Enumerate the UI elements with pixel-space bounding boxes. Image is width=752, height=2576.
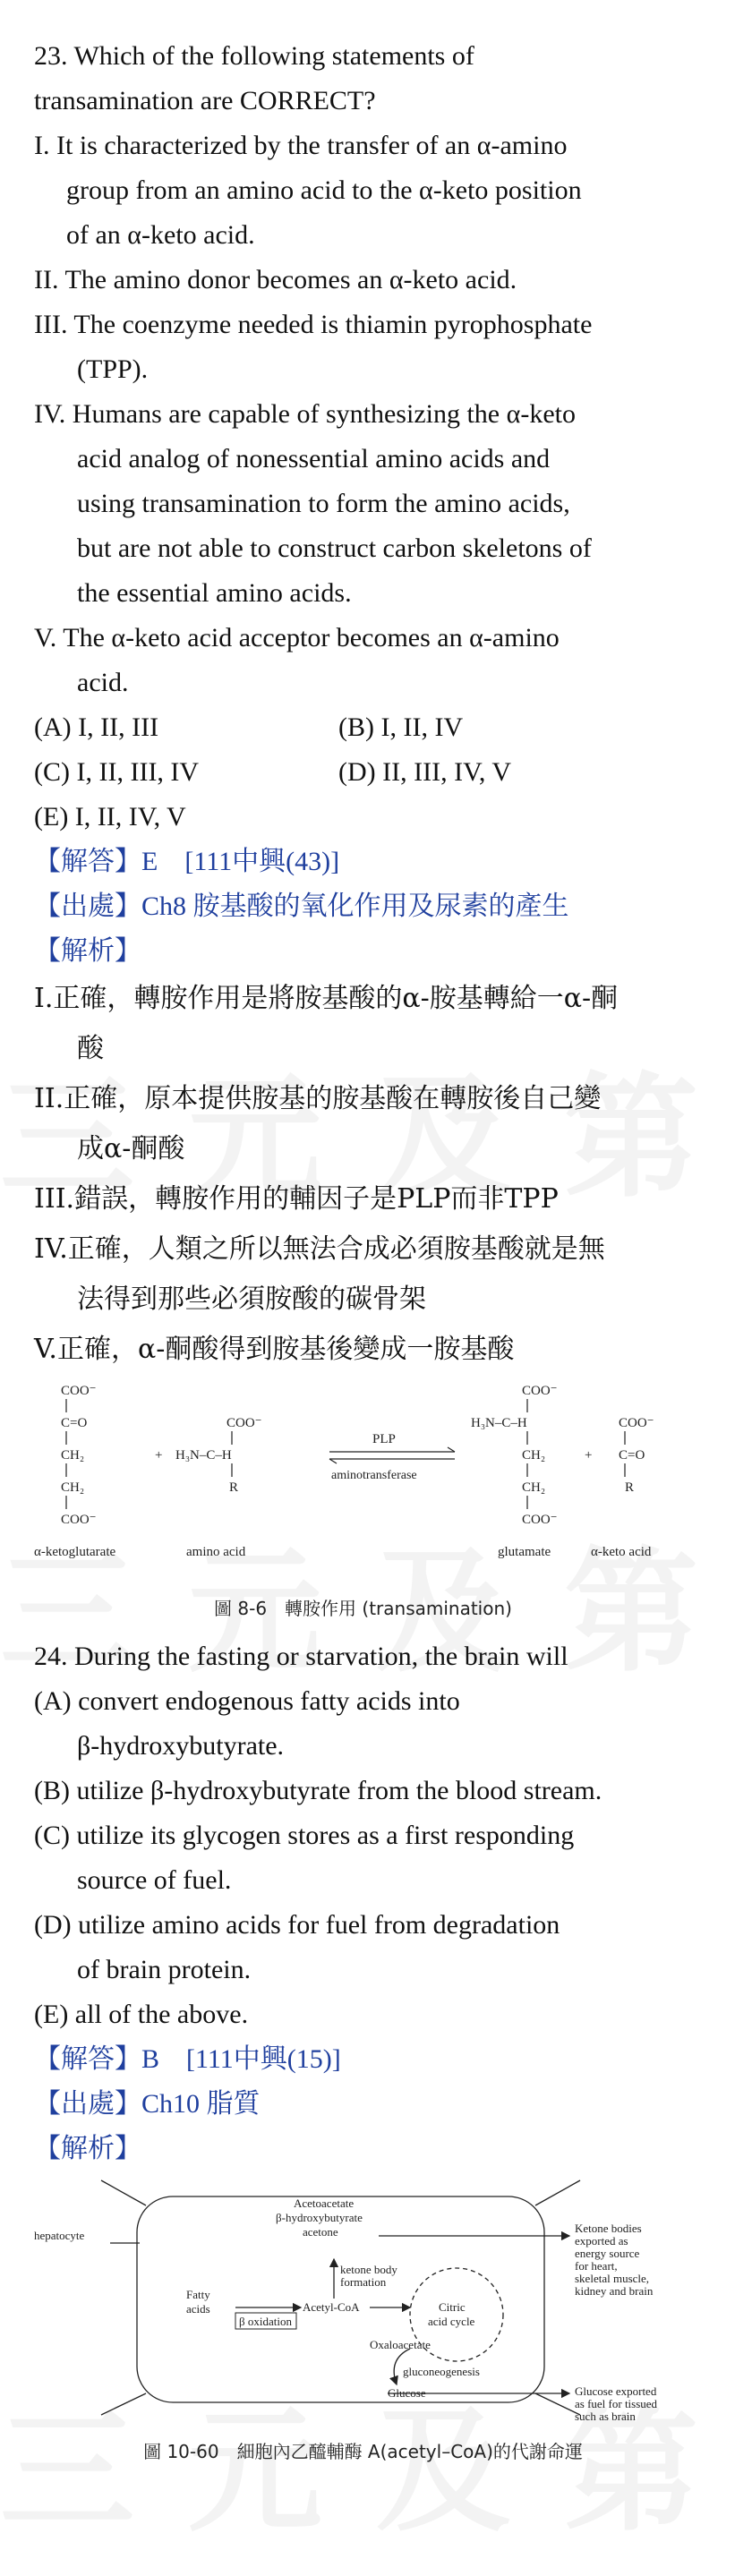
document — [34, 34, 692, 2462]
glu-ch2-1: CH₂ — [522, 1448, 546, 1463]
hepatocyte-label: hepatocyte — [34, 2229, 85, 2242]
statement-line: (TPP). — [77, 354, 149, 384]
option-a: (A) I, II, III — [34, 712, 159, 742]
glu-ch2-2: CH₂ — [522, 1480, 546, 1495]
option-d-cont: of brain protein. — [77, 1955, 252, 1984]
source-line: 【出處】Ch10 脂質 — [34, 2089, 261, 2119]
statement-2 — [34, 258, 692, 303]
explanation-line: 酸 — [77, 1033, 104, 1064]
question-23 — [34, 34, 692, 1619]
statement-4 — [34, 392, 692, 616]
figure-caption: 圖 10-60 細胞內乙醯輔酶 A(acetyl–CoA)的代謝命運 — [143, 2441, 583, 2462]
akg-label: α-ketoglutarate — [34, 1545, 116, 1559]
answer-line: 【解答】B [111中興(15)] — [34, 2044, 341, 2074]
aka-coo: COO⁻ — [619, 1416, 654, 1430]
analysis-label: 【解析】 — [34, 936, 141, 966]
transamination-diagram — [34, 1375, 692, 1572]
option-c: (C) I, II, III, IV — [34, 757, 200, 787]
explanation-line: I.正確，轉胺作用是將胺基酸的α-胺基轉給一α-酮 — [34, 983, 619, 1014]
figure-caption: 圖 8-6 轉胺作用 (transamination) — [214, 1598, 512, 1619]
option-a-cont: β-hydroxybutyrate. — [77, 1731, 285, 1761]
akg-coo-bottom: COO⁻ — [61, 1513, 97, 1527]
statement-3 — [34, 303, 692, 392]
aka-label: α-keto acid — [591, 1545, 652, 1559]
answer-line: 【解答】E [111中興(43)] — [34, 847, 340, 876]
option-a: (A) convert endogenous fatty acids into — [34, 1686, 460, 1716]
kb-out-line: exported as — [575, 2234, 628, 2248]
ketone-acetoacetate: Acetoacetate — [294, 2196, 355, 2210]
fatty-acids-label: acids — [186, 2302, 210, 2316]
beta-oxidation-label: β oxidation — [239, 2315, 292, 2328]
ketone-acetone: acetone — [303, 2225, 338, 2239]
statement-line: III. The coenzyme needed is thiamin pyrophosphate — [34, 310, 593, 339]
aa-label: amino acid — [186, 1545, 246, 1559]
kb-out-line: for heart, — [575, 2259, 618, 2273]
acetyl-coa-figure — [34, 2180, 692, 2462]
option-e: (E) I, II, IV, V — [34, 802, 186, 832]
statement-line: group from an amino acid to the α-keto position — [66, 175, 582, 205]
glu-coo-top: COO⁻ — [522, 1384, 558, 1398]
analysis-label: 【解析】 — [34, 2134, 141, 2163]
kb-out-line: Ketone bodies — [575, 2222, 642, 2235]
option-e: (E) all of the above. — [34, 2000, 249, 2029]
statement-line: IV. Humans are capable of synthesizing the α-keto — [34, 399, 576, 429]
aa-coo: COO⁻ — [226, 1416, 262, 1430]
statement-line: the essential amino acids. — [77, 578, 352, 608]
question-24 — [34, 1634, 692, 2462]
plp-label: PLP — [372, 1432, 396, 1446]
glu-label: glutamate — [498, 1545, 551, 1559]
acetyl-coa-label: Acetyl-CoA — [303, 2300, 360, 2314]
explanation-line: III.錯誤，轉胺作用的輔因子是PLP而非TPP — [34, 1183, 559, 1215]
option-b: (B) I, II, IV — [338, 712, 464, 742]
fatty-acids-label: Fatty — [186, 2288, 210, 2301]
question-stem-line: 23. Which of the following statements of — [34, 41, 474, 71]
akg-co: C=O — [61, 1416, 88, 1430]
option-c: (C) utilize its glycogen stores as a first responding — [34, 1821, 575, 1850]
option-d: (D) II, III, IV, V — [338, 757, 512, 787]
statement-line: acid. — [77, 668, 129, 697]
cac-label: acid cycle — [428, 2315, 475, 2328]
source-line: 【出處】Ch8 胺基酸的氧化作用及尿素的產生 — [34, 891, 569, 921]
kb-out-line: energy source — [575, 2247, 640, 2260]
statement-line: but are not able to construct carbon skeletons of — [77, 533, 592, 563]
cac-label: Citric — [439, 2300, 466, 2314]
aa-r: R — [229, 1480, 239, 1495]
akg-ch2-2: CH₂ — [61, 1480, 85, 1495]
statement-line: V. The α-keto acid acceptor becomes an α-amino — [34, 623, 560, 653]
akg-coo-top: COO⁻ — [61, 1384, 97, 1398]
glc-out-line: such as brain — [575, 2410, 636, 2423]
option-b: (B) utilize β-hydroxybutyrate from the blood stream. — [34, 1776, 602, 1805]
aka-co: C=O — [619, 1448, 645, 1463]
kbf-label: ketone body — [340, 2263, 397, 2276]
statement-line: acid analog of nonessential amino acids and — [77, 444, 551, 473]
statement-1 — [34, 124, 692, 258]
plus-sign: + — [155, 1448, 163, 1463]
glu-coo-bottom: COO⁻ — [522, 1513, 558, 1527]
akg-ch2-1: CH₂ — [61, 1448, 85, 1463]
acetyl-coa-diagram — [34, 2180, 692, 2423]
option-d: (D) utilize amino acids for fuel from degradation — [34, 1910, 560, 1940]
transamination-figure — [34, 1375, 692, 1619]
aka-r: R — [625, 1480, 635, 1495]
ketone-bhb: β-hydroxybutyrate — [276, 2211, 363, 2224]
explanation-line: 法得到那些必須胺酸的碳骨架 — [77, 1284, 426, 1315]
question-stem-line: 24. During the fasting or starvation, the brain will — [34, 1642, 568, 1671]
kb-out-line: kidney and brain — [575, 2284, 654, 2298]
statement-5 — [34, 616, 692, 705]
glc-out-line: as fuel for tissued — [575, 2397, 658, 2410]
gluconeogenesis-label: gluconeogenesis — [403, 2365, 480, 2378]
option-c-cont: source of fuel. — [77, 1865, 232, 1895]
statement-line: II. The amino donor becomes an α-keto acid. — [34, 265, 517, 294]
kb-out-line: skeletal muscle, — [575, 2272, 650, 2285]
glucose-label: Glucose — [388, 2386, 426, 2400]
answer-options — [34, 705, 692, 840]
explanation-line: V.正確，α-酮酸得到胺基後變成一胺基酸 — [34, 1334, 515, 1365]
explanation-line: II.正確，原本提供胺基的胺基酸在轉胺後自己變 — [34, 1083, 602, 1114]
enzyme-label: aminotransferase — [331, 1469, 417, 1482]
statement-line: I. It is characterized by the transfer of an α-amino — [34, 131, 568, 160]
plus-sign: + — [585, 1448, 593, 1463]
explanation — [34, 974, 692, 1375]
glu-h3n: H₃N–C–H — [471, 1416, 527, 1430]
oxaloacetate-label: Oxaloacetate — [370, 2338, 431, 2351]
aa-h3n: H₃N–C–H — [175, 1448, 232, 1463]
statement-line: using transamination to form the amino acids, — [77, 489, 570, 518]
explanation-line: 成α-酮酸 — [77, 1133, 185, 1164]
statement-line: of an α-keto acid. — [66, 220, 255, 250]
question-stem-line: transamination are CORRECT? — [34, 86, 376, 115]
glc-out-line: Glucose exported — [575, 2384, 657, 2398]
kbf-label: formation — [340, 2275, 387, 2289]
explanation-line: IV.正確，人類之所以無法合成必須胺基酸就是無 — [34, 1233, 605, 1265]
